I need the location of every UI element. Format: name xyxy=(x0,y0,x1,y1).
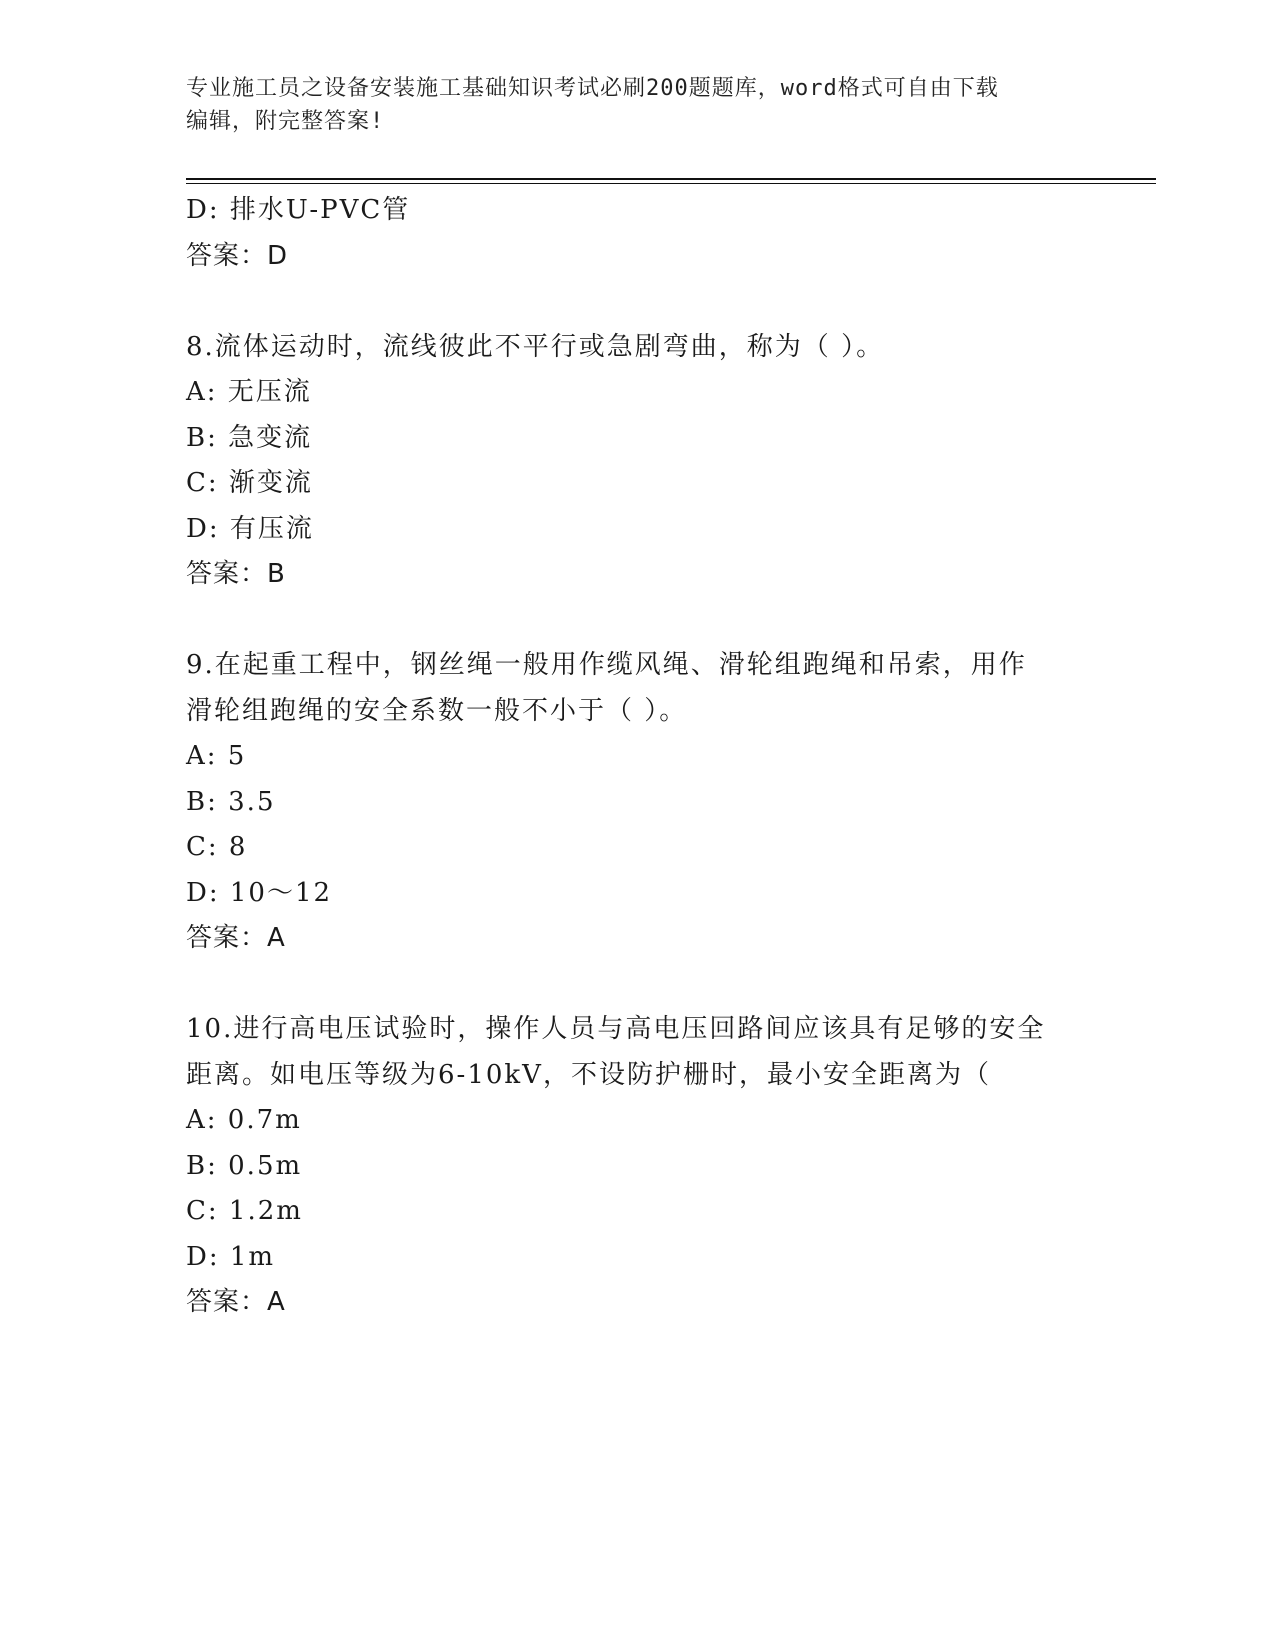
question-9 xyxy=(186,643,1086,962)
question-content xyxy=(186,188,1086,1326)
answer-line: 答案：A xyxy=(186,923,286,953)
option-d: D: 排水U-PVC管 xyxy=(186,195,411,225)
option-c: C: 1.2m xyxy=(186,1196,303,1226)
previous-question-tail xyxy=(186,188,1086,279)
spacer xyxy=(186,598,1086,644)
option-a: A: 5 xyxy=(186,741,247,771)
option-d: D: 有压流 xyxy=(186,513,314,544)
option-b: B: 0.5m xyxy=(186,1150,303,1181)
question-text-line-1: 9.在起重工程中，钢丝绳一般用作缆风绳、滑轮组跑绳和吊索，用作 xyxy=(186,650,1027,680)
answer-line: 答案：B xyxy=(186,559,286,589)
option-b: B: 急变流 xyxy=(186,422,313,453)
option-d: D: 1m xyxy=(186,1241,276,1272)
question-text: 8.流体运动时，流线彼此不平行或急剧弯曲，称为（ ）。 xyxy=(186,331,885,362)
option-b: B: 3.5 xyxy=(186,786,276,817)
option-c: C: 渐变流 xyxy=(186,468,313,498)
document-header xyxy=(186,72,1076,138)
answer-line: 答案：A xyxy=(186,1287,286,1317)
option-d: D: 10～12 xyxy=(186,877,333,908)
question-text-line-2: 滑轮组跑绳的安全系数一般不小于（ ）。 xyxy=(186,695,688,726)
question-8 xyxy=(186,325,1086,598)
option-a: A: 0.7m xyxy=(186,1105,302,1135)
header-title-line-2: 编辑，附完整答案! xyxy=(186,109,385,134)
answer-line: 答案：D xyxy=(186,240,289,271)
spacer xyxy=(186,279,1086,325)
option-a: A: 无压流 xyxy=(186,377,312,407)
question-text-line-2: 距离。如电压等级为6-10kV，不设防护栅时，最小安全距离为（ xyxy=(186,1059,991,1090)
header-divider-thick xyxy=(186,178,1156,180)
option-c: C: 8 xyxy=(186,832,248,862)
spacer xyxy=(186,962,1086,1008)
question-text-line-1: 10.进行高电压试验时，操作人员与高电压回路间应该具有足够的安全 xyxy=(186,1014,1046,1044)
question-10 xyxy=(186,1007,1086,1326)
header-title-line-1: 专业施工员之设备安装施工基础知识考试必刷200题题库，word格式可自由下载 xyxy=(186,76,999,101)
header-divider-thin xyxy=(186,183,1156,184)
